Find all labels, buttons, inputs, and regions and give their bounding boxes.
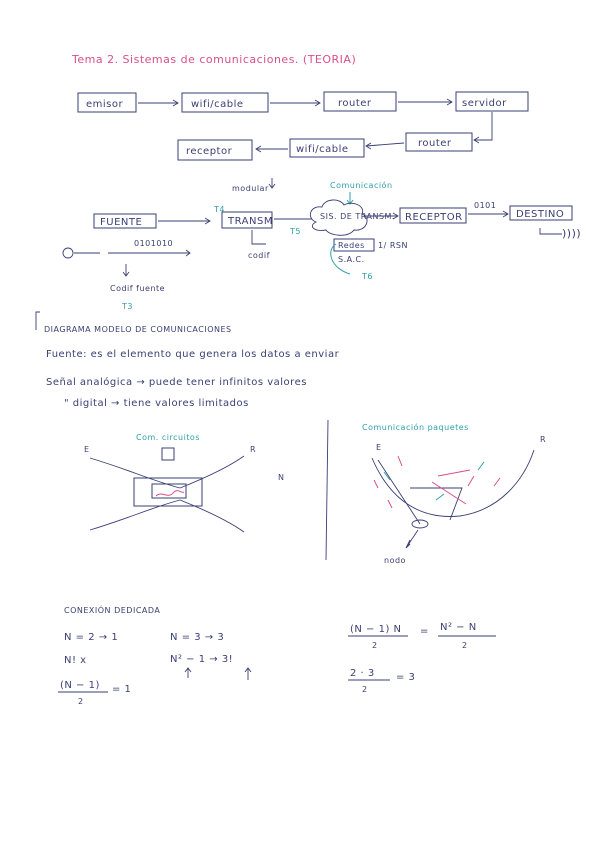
nm1-num: (N − 1) bbox=[60, 680, 100, 691]
paquetes-e-label: E bbox=[376, 443, 382, 452]
codif-fuente-label: Codif fuente bbox=[110, 284, 166, 293]
destino-label: DESTINO bbox=[516, 209, 565, 220]
nm1-eq: = 1 bbox=[112, 684, 132, 695]
circuitos-inner-box bbox=[152, 484, 186, 498]
example-num: 2 · 3 bbox=[350, 668, 375, 679]
transm-label: TRANSM bbox=[228, 216, 273, 227]
nodo-arrow bbox=[406, 530, 418, 548]
sac-label: S.A.C. bbox=[338, 255, 365, 264]
example-den: 2 bbox=[362, 685, 368, 694]
arrow-bits bbox=[108, 250, 190, 256]
redes-tail-label: 1/ RSN bbox=[378, 241, 408, 250]
paquetes-inner-lines bbox=[378, 460, 462, 524]
wifi-cable-bottom-label: wifi/cable bbox=[296, 144, 349, 155]
arrow-fuente-transm bbox=[158, 218, 210, 224]
n3-eq: N = 3 → 3 bbox=[170, 632, 225, 643]
t4-label: T4 bbox=[214, 205, 225, 214]
microphone-icon bbox=[63, 248, 73, 258]
codif-label: codif bbox=[248, 251, 270, 260]
router-top-label: router bbox=[338, 98, 372, 109]
section-divider bbox=[326, 420, 328, 560]
arrow-emisor-wifi bbox=[138, 100, 178, 106]
wifi-cable-top-label: wifi/cable bbox=[191, 99, 244, 110]
circuitos-n-label: N bbox=[278, 473, 285, 482]
paquetes-title: Comunicación paquetes bbox=[362, 423, 469, 432]
formula-equals: = bbox=[420, 626, 429, 637]
nm1-den: 2 bbox=[78, 697, 84, 706]
circuitos-lower-lines bbox=[90, 500, 244, 532]
arrow-router-wifi-bottom bbox=[366, 143, 404, 149]
servidor-label: servidor bbox=[462, 98, 507, 109]
formula-num: (N − 1) N bbox=[350, 624, 402, 635]
senal-analogica: Señal analógica → puede tener infinitos valores bbox=[46, 377, 307, 388]
circuitos-upper-lines bbox=[90, 456, 244, 488]
model-receptor-label: RECEPTOR bbox=[405, 212, 463, 223]
bits-in-label: 0101010 bbox=[134, 239, 174, 248]
example-result: = 3 bbox=[396, 672, 416, 683]
circuitos-e-label: E bbox=[84, 445, 90, 454]
modular-label: modular bbox=[232, 184, 269, 193]
t6-label: T6 bbox=[362, 272, 373, 281]
redes-label: Redes bbox=[338, 241, 365, 250]
sound-waves: )))) bbox=[562, 227, 582, 240]
paquetes-r-label: R bbox=[540, 435, 547, 444]
senal-digital: " digital → tiene valores limitados bbox=[64, 398, 249, 409]
modular-arrow bbox=[269, 178, 275, 188]
comunicacion-label: Comunicación bbox=[330, 181, 393, 190]
codif-bracket bbox=[252, 230, 266, 244]
destino-arrow bbox=[540, 228, 562, 234]
circuitos-link bbox=[156, 491, 184, 496]
arrow-router-servidor bbox=[398, 99, 452, 105]
nodo-label: nodo bbox=[384, 556, 406, 565]
n2m1-arrows bbox=[185, 668, 251, 680]
circuitos-switch-box bbox=[134, 478, 202, 506]
arrow-receptor-destino bbox=[468, 211, 508, 217]
formula-rhs: N² − N bbox=[440, 622, 477, 633]
circuitos-r-label: R bbox=[250, 445, 257, 454]
bits-out-label: 0101 bbox=[474, 201, 497, 210]
router-bottom-label: router bbox=[418, 138, 452, 149]
n2m1: N² − 1 → 3! bbox=[170, 654, 234, 665]
paquetes-packets-teal bbox=[384, 462, 484, 500]
conexion-title: CONEXIÓN DEDICADA bbox=[64, 606, 161, 615]
codif-fuente-arrow bbox=[123, 264, 129, 276]
formula-den: 2 bbox=[372, 641, 378, 650]
t5-label: T5 bbox=[290, 227, 301, 236]
arrow-servidor-router bbox=[474, 112, 492, 143]
formula-rhs-den: 2 bbox=[462, 641, 468, 650]
t3-label: T3 bbox=[122, 302, 133, 311]
diagrama-bracket bbox=[36, 312, 40, 330]
emisor-label: emisor bbox=[86, 99, 124, 110]
comunicacion-arrow bbox=[347, 192, 353, 204]
nfact: N! x bbox=[64, 655, 87, 666]
paquetes-outer-curve bbox=[372, 450, 534, 517]
arrow-wifi-router bbox=[270, 100, 320, 106]
n2-eq: N = 2 → 1 bbox=[64, 632, 119, 643]
phone-icon bbox=[162, 448, 174, 460]
page-title: Tema 2. Sistemas de comunicaciones. (TEORIA) bbox=[72, 53, 357, 66]
circuitos-title: Com. circuitos bbox=[136, 433, 200, 442]
diagrama-heading: DIAGRAMA MODELO DE COMUNICACIONES bbox=[44, 325, 232, 334]
receptor-label: receptor bbox=[186, 146, 233, 157]
fuente-definition: Fuente: es el elemento que genera los datos a enviar bbox=[46, 349, 340, 360]
fuente-label: FUENTE bbox=[100, 217, 143, 228]
sis-transm-label: SIS. DE TRANSM. bbox=[320, 212, 395, 221]
arrow-wifi-receptor bbox=[256, 146, 288, 152]
